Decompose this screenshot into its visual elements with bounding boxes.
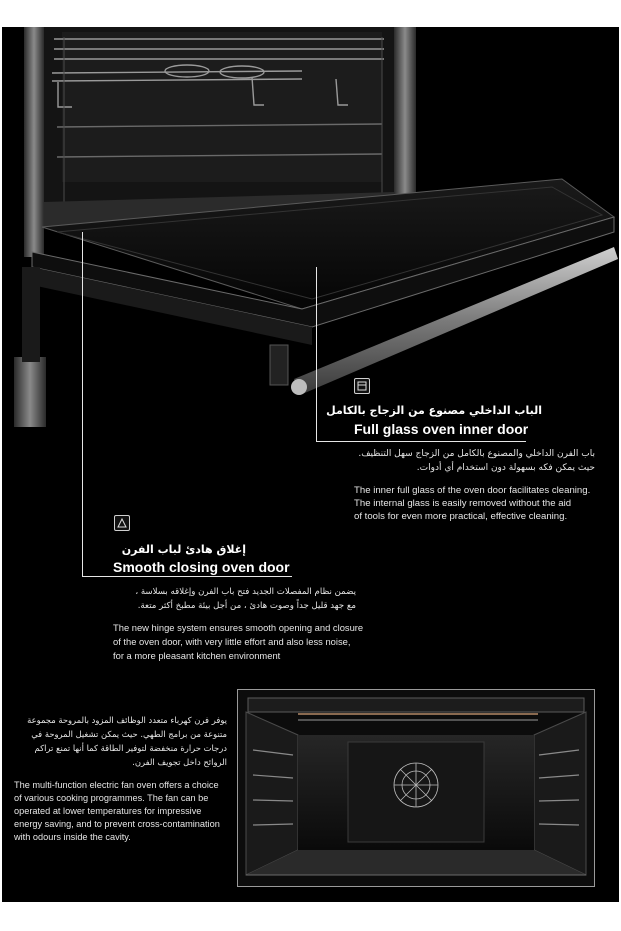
smooth-close-body-en-2: of the oven door, with very little effort and also less noise, xyxy=(113,636,351,647)
glass-door-body-en-1: The inner full glass of the oven door facilitates cleaning. xyxy=(354,485,591,496)
product-panel xyxy=(2,27,619,902)
smooth-close-body-ar-2: مع جهد قليل جداً وصوت هادئ ، من أجل بيئة مطبخ أكثر متعة. xyxy=(137,601,356,611)
glass-door-body-en-3: of tools for even more practical, effective cleaning. xyxy=(354,511,568,522)
smooth-close-connector-line xyxy=(82,232,83,577)
oven-cavity-fan-image xyxy=(237,689,595,887)
smooth-close-title-en: Smooth closing oven door xyxy=(113,559,290,575)
smooth-close-title-ar: إغلاق هادئ لباب الفرن xyxy=(121,543,246,556)
fan-oven-body-ar-3: درجات حرارة منخفضة لتوفير الطاقة كما أنها تمنع تراكم xyxy=(34,743,227,753)
smooth-close-connector-horizontal xyxy=(82,576,292,577)
glass-door-title-ar: الباب الداخلي مصنوع من الزجاج بالكامل xyxy=(326,404,542,417)
smooth-close-body-en-3: for a more pleasant kitchen environment xyxy=(113,650,281,661)
glass-door-connector-horizontal xyxy=(316,441,526,442)
glass-door-connector-line xyxy=(316,267,317,442)
hinge-icon xyxy=(114,515,130,531)
fan-oven-body-en-4: energy saving, and to prevent cross-contamination xyxy=(14,819,220,829)
fan-oven-body-ar-4: الروائح داخل تجويف الفرن. xyxy=(132,757,227,767)
glass-door-title-en: Full glass oven inner door xyxy=(354,421,529,437)
glass-door-body-ar-2: حيث يمكن فكه بسهولة دون استخدام أي أدوات. xyxy=(416,463,595,473)
fan-oven-body-en-2: of various cooking programmes. The fan can be xyxy=(14,793,209,803)
smooth-close-body-ar-1: يضمن نظام المفصلات الجديد فتح باب الفرن وإغلاقه بسلاسة ، xyxy=(135,587,356,597)
glass-door-body-ar-1: باب الفرن الداخلي والمصنوع بالكامل من الزجاج سهل التنظيف. xyxy=(358,449,595,459)
fan-oven-body-en-5: with odours inside the cavity. xyxy=(14,832,131,842)
fan-oven-body-ar-1: يوفر فرن كهرباء متعدد الوظائف المزود بالمروحة مجموعة xyxy=(27,715,227,725)
oven-open-door-image xyxy=(2,27,619,427)
oven-door-icon xyxy=(354,378,370,394)
smooth-close-body-en-1: The new hinge system ensures smooth opening and closure xyxy=(113,622,364,633)
fan-oven-body-ar-2: متنوعة من برامج الطهي. حيث يمكن تشغيل المروحة في xyxy=(31,729,227,739)
glass-door-body-en-2: The internal glass is easily removed without the aid xyxy=(354,498,572,509)
fan-oven-body-en-1: The multi-function electric fan oven offers a choice xyxy=(14,780,219,790)
fan-oven-body-en-3: operated at lower temperatures for impressive xyxy=(14,806,202,816)
